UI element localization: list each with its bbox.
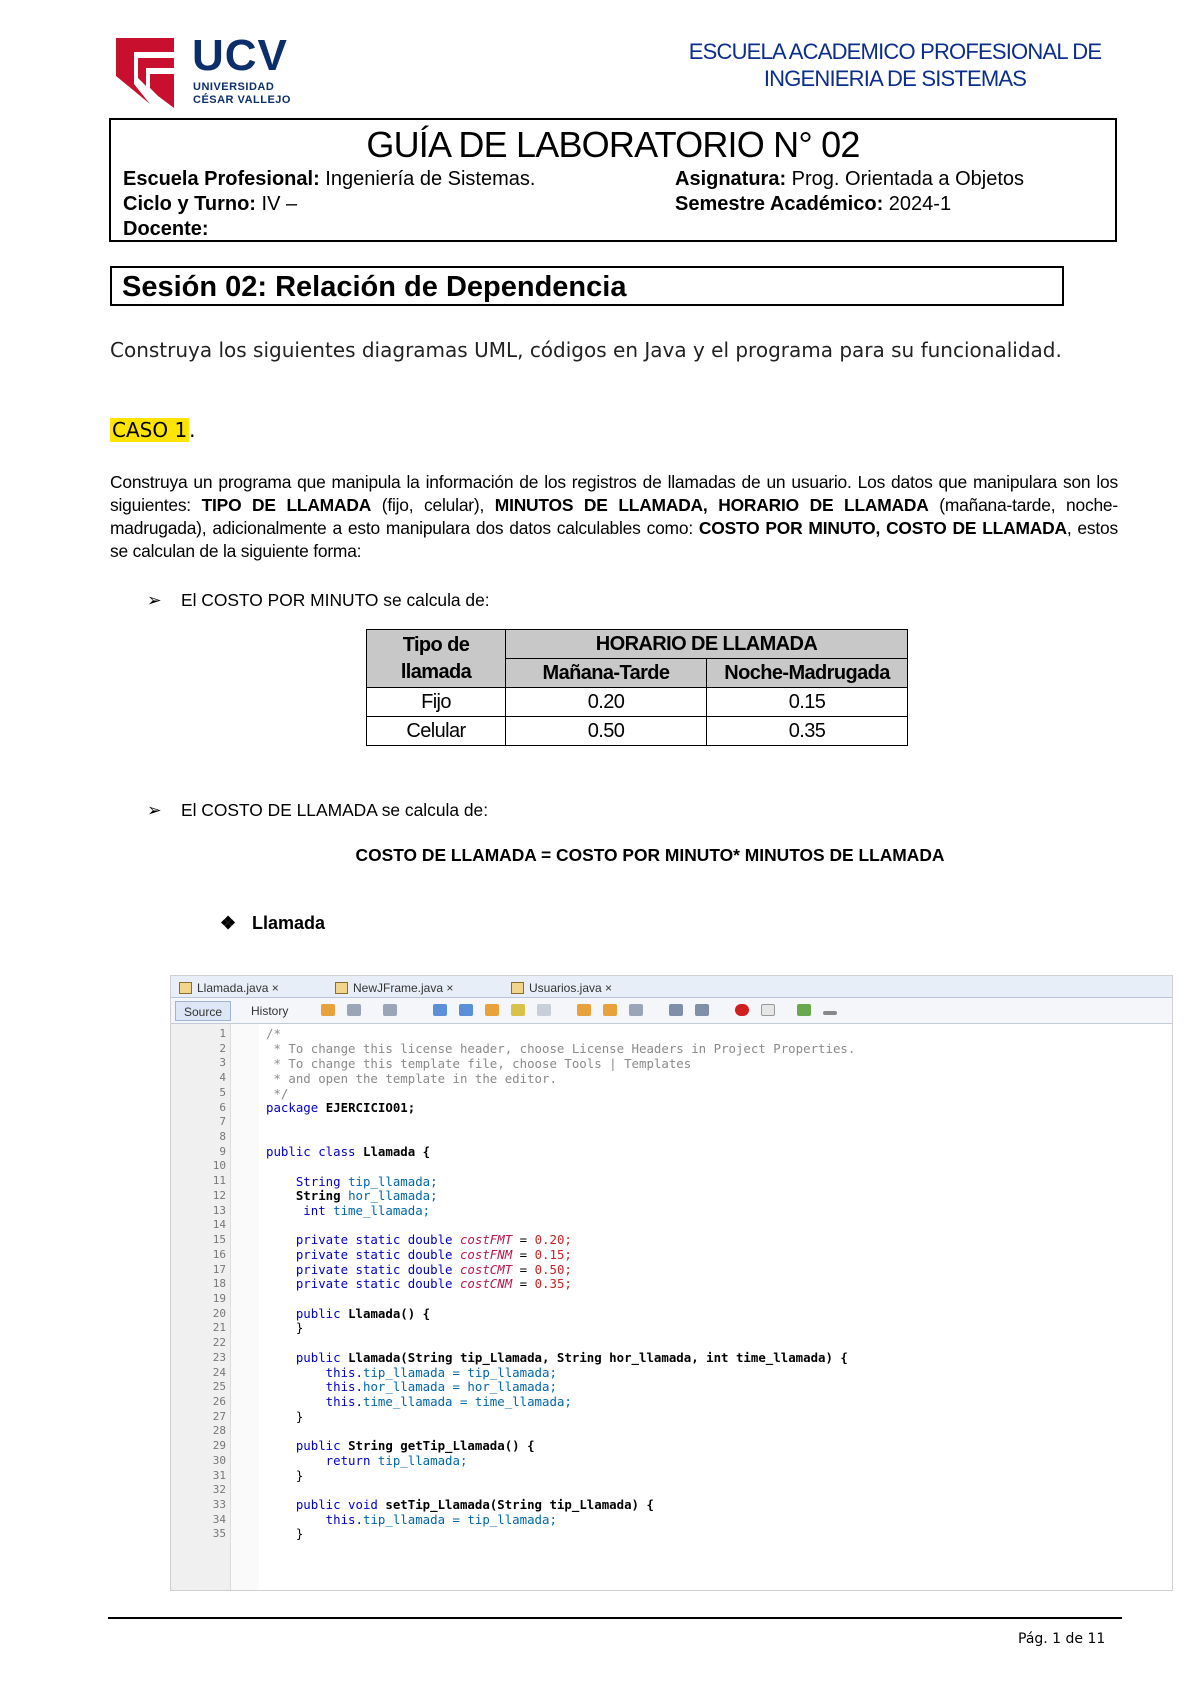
- code-line: }: [266, 1526, 304, 1541]
- prev-bookmark-icon: [577, 1004, 591, 1016]
- table-cell-type: Celular: [367, 717, 506, 746]
- editor-toolbar: [171, 998, 1172, 1024]
- code-line: */: [266, 1086, 289, 1101]
- rect-select-icon: [537, 1004, 551, 1016]
- find-next-icon: [485, 1004, 499, 1016]
- tab-llamada: [175, 978, 279, 998]
- code-line: [266, 1438, 535, 1454]
- operator: =: [512, 1232, 535, 1247]
- tab-label: Usuarios.java ×: [529, 981, 613, 995]
- semestre-field: [675, 192, 951, 217]
- keyword: int: [266, 1203, 334, 1218]
- line-number: 5: [219, 1085, 226, 1099]
- field: tip_llamada = tip_llamada;: [362, 1365, 557, 1380]
- bullet-text: El COSTO DE LLAMADA se calcula de:: [181, 800, 489, 820]
- asignatura-field: [675, 167, 1024, 192]
- line-number: 23: [212, 1350, 226, 1364]
- cost-formula: COSTO DE LLAMADA = COSTO POR MINUTO* MINUTOS DE LLAMADA: [355, 845, 945, 865]
- keyword: public: [266, 1306, 349, 1321]
- keyword: this.: [266, 1379, 363, 1394]
- identifier: EJERCICIO01;: [325, 1100, 416, 1115]
- arrow-bullet-icon: ➢: [147, 590, 162, 610]
- case-dot: .: [189, 418, 196, 442]
- line-number: 22: [212, 1336, 226, 1350]
- line-number: 26: [212, 1395, 226, 1408]
- llamada-heading-text: Llamada: [252, 913, 326, 933]
- line-number: 8: [219, 1130, 226, 1144]
- line-number: 13: [212, 1203, 226, 1217]
- operator: =: [512, 1247, 535, 1262]
- logo-subtitle-1: UNIVERSIDAD: [193, 81, 275, 93]
- code-line: * To change this license header, choose License Headers in Project Properties.: [266, 1041, 856, 1056]
- code-line: [266, 1188, 438, 1204]
- identifier: String getTip_Llamada() {: [348, 1438, 535, 1453]
- static-field: costCMT: [459, 1262, 513, 1277]
- session-box: [110, 266, 1064, 306]
- line-number: 32: [212, 1483, 226, 1497]
- line-number: 1: [219, 1027, 226, 1040]
- comment-icon: [797, 1004, 811, 1016]
- line-number: 29: [212, 1439, 226, 1453]
- operator: =: [512, 1262, 535, 1277]
- desc-text-4: , estos se calculan de la siguiente forma:: [110, 518, 1118, 561]
- semestre-value: 2024-1: [883, 193, 952, 215]
- bullet-text: El COSTO POR MINUTO se calcula de:: [181, 590, 490, 610]
- line-number: 19: [212, 1291, 226, 1305]
- code-line: * and open the template in the editor.: [266, 1071, 557, 1086]
- shift-right-icon: [695, 1004, 709, 1016]
- page-number: Pág. 1 de 11: [1018, 1631, 1106, 1647]
- field: time_llamada = time_llamada;: [362, 1394, 572, 1409]
- line-number: 28: [212, 1424, 226, 1438]
- desc-text-3: (mañana-tarde, noche-madrugada), adicionalmente a esto manipulara dos datos calculables como:: [110, 495, 1118, 538]
- code-line: [266, 1203, 430, 1219]
- bullet-call-cost: [147, 800, 488, 821]
- keyword: public: [266, 1438, 349, 1453]
- table-header-morning: Mañana-Tarde: [506, 659, 707, 688]
- school-line-1: ESCUELA ACADEMICO PROFESIONAL DE: [688, 39, 1102, 64]
- keyword: private static double: [266, 1262, 460, 1277]
- line-number: 21: [212, 1321, 226, 1335]
- keyword: String: [266, 1174, 349, 1189]
- code-line: [266, 1100, 415, 1116]
- asignatura-value: Prog. Orientada a Objetos: [786, 168, 1025, 190]
- code-line: }: [266, 1320, 304, 1335]
- code-line: [266, 1232, 572, 1248]
- stop-macro-icon: [761, 1004, 775, 1016]
- desc-text-1: Construya un programa que manipula la información de los registros de llamadas de un usuario. Los datos que manipulara son los siguientes:: [110, 472, 1118, 515]
- table-cell-mt: 0.20: [506, 688, 707, 717]
- session-title: Sesión 02: Relación de Dependencia: [122, 271, 627, 303]
- number: 0.15;: [534, 1247, 572, 1262]
- table-header-type: [367, 630, 506, 688]
- field: tip_llamada;: [377, 1453, 468, 1468]
- field: hor_llamada = hor_llamada;: [362, 1379, 557, 1394]
- logo-text: UCV: [192, 31, 288, 80]
- table-row: [367, 688, 908, 717]
- code-line: }: [266, 1468, 304, 1483]
- line-number: 15: [212, 1233, 226, 1247]
- line-number: 25: [212, 1380, 226, 1394]
- ciclo-value: IV –: [255, 193, 298, 215]
- java-file-icon: [511, 982, 524, 994]
- guide-header-box: [109, 118, 1117, 242]
- tab-usuarios: [507, 978, 612, 998]
- table-cell-nm: 0.15: [707, 688, 908, 717]
- line-number: 12: [212, 1188, 226, 1202]
- field: time_llamada;: [333, 1203, 431, 1218]
- number: 0.35;: [534, 1276, 572, 1291]
- keyword: this.: [266, 1512, 363, 1527]
- escuela-label: Escuela Profesional:: [123, 168, 320, 190]
- table-cell-nm: 0.35: [707, 717, 908, 746]
- static-field: costFNM: [459, 1247, 513, 1262]
- desc-text-2: (fijo, celular),: [371, 495, 495, 515]
- semestre-label: Semestre Académico:: [675, 193, 884, 215]
- identifier: Llamada {: [362, 1144, 431, 1159]
- next-bookmark-icon: [603, 1004, 617, 1016]
- code-line: [266, 1394, 572, 1410]
- field: tip_llamada = tip_llamada;: [362, 1512, 557, 1527]
- line-number: 30: [212, 1453, 226, 1467]
- code-line: [266, 1276, 572, 1292]
- asignatura-label: Asignatura:: [675, 168, 787, 190]
- line-number: 35: [212, 1527, 226, 1541]
- find-icon: [433, 1004, 447, 1016]
- line-number: 20: [212, 1306, 226, 1320]
- forward-icon: [347, 1004, 361, 1016]
- identifier: Llamada() {: [348, 1306, 431, 1321]
- line-number: 11: [212, 1174, 226, 1188]
- keyword: private static double: [266, 1276, 460, 1291]
- keyword: package: [266, 1100, 326, 1115]
- code-line: [266, 1144, 430, 1160]
- line-number: 6: [219, 1100, 226, 1114]
- uncomment-icon: [823, 1011, 837, 1015]
- static-field: costFMT: [459, 1232, 513, 1247]
- table-cell-type: Fijo: [367, 688, 506, 717]
- desc-bold-2: MINUTOS DE LLAMADA, HORARIO DE LLAMADA: [494, 495, 929, 515]
- code-line: * To change this template file, choose Tools | Templates: [266, 1056, 692, 1071]
- fold-margin: [231, 1024, 259, 1590]
- table-header-night: Noche-Madrugada: [707, 659, 908, 688]
- school-name: [660, 38, 1130, 92]
- code-line: [266, 1247, 572, 1263]
- table-cell-mt: 0.50: [506, 717, 707, 746]
- back-icon: [321, 1004, 335, 1016]
- line-number: 34: [212, 1512, 226, 1526]
- code-area: [266, 1024, 1172, 1590]
- tab-label: Llamada.java ×: [197, 981, 279, 995]
- editor-tab-bar: [171, 976, 1172, 998]
- record-macro-icon: [735, 1004, 749, 1016]
- code-line: [266, 1497, 654, 1513]
- keyword: public: [266, 1350, 349, 1365]
- type-header-line-1: Tipo de: [402, 633, 470, 656]
- keyword: public class: [266, 1144, 363, 1159]
- code-line: [266, 1379, 557, 1395]
- diamond-bullet-icon: ❖: [220, 913, 237, 933]
- line-number: 2: [219, 1041, 226, 1055]
- docente-label: Docente:: [123, 218, 209, 240]
- type-header-line-2: llamada: [400, 660, 472, 683]
- static-field: costCNM: [459, 1276, 513, 1291]
- case-description: [110, 471, 1118, 563]
- code-line: [266, 1512, 557, 1528]
- keyword: private static double: [266, 1232, 460, 1247]
- field: tip_llamada;: [348, 1174, 438, 1189]
- line-number: 3: [219, 1056, 226, 1070]
- identifier: Llamada(String tip_Llamada, String hor_llamada, int time_llamada) {: [348, 1350, 848, 1365]
- bullet-cost-per-minute: [147, 590, 490, 611]
- number: 0.20;: [534, 1232, 572, 1247]
- desc-bold-1: TIPO DE LLAMADA: [201, 495, 372, 515]
- ciclo-field: [123, 192, 297, 217]
- find-prev-icon: [459, 1004, 473, 1016]
- history-icon: [383, 1004, 397, 1016]
- arrow-bullet-icon: ➢: [147, 800, 162, 820]
- line-number: 24: [212, 1365, 226, 1379]
- shift-left-icon: [669, 1004, 683, 1016]
- field: hor_llamada;: [348, 1188, 438, 1203]
- toggle-highlight-icon: [511, 1004, 525, 1016]
- line-number: 31: [212, 1468, 226, 1482]
- line-number: 27: [212, 1409, 226, 1423]
- code-line: /*: [266, 1026, 281, 1041]
- llamada-heading: [220, 913, 325, 934]
- line-number: 16: [212, 1247, 226, 1261]
- tab-newjframe: [331, 978, 453, 998]
- keyword: public void: [266, 1497, 386, 1512]
- line-number: 7: [219, 1115, 226, 1129]
- source-tab: Source: [175, 1001, 231, 1021]
- code-line: [266, 1453, 467, 1469]
- escuela-value: Ingeniería de Sistemas.: [319, 168, 536, 190]
- history-tab: History: [251, 1004, 289, 1018]
- java-file-icon: [179, 982, 192, 994]
- table-row: [367, 717, 908, 746]
- case-label: [110, 418, 196, 442]
- intro-text: Construya los siguientes diagramas UML, códigos en Java y el programa para su funcionalidad.: [110, 338, 1062, 362]
- keyword: this.: [266, 1394, 363, 1409]
- ucv-logo: [114, 31, 294, 108]
- guide-title: GUÍA DE LABORATORIO N° 02: [366, 124, 860, 165]
- footer-divider: [108, 1617, 1122, 1619]
- tab-label: NewJFrame.java ×: [353, 981, 454, 995]
- docente-field: [123, 217, 209, 242]
- operator: =: [512, 1276, 535, 1291]
- logo-subtitle-2: CÉSAR VALLEJO: [193, 94, 291, 106]
- line-number: 10: [212, 1159, 226, 1173]
- identifier: setTip_Llamada(String tip_Llamada) {: [385, 1497, 654, 1512]
- keyword: String: [266, 1188, 349, 1203]
- cost-per-minute-table: [366, 629, 908, 746]
- ide-screenshot: [170, 975, 1173, 1591]
- line-number: 14: [212, 1218, 226, 1232]
- keyword: private static double: [266, 1247, 460, 1262]
- line-number: 33: [212, 1498, 226, 1512]
- keyword: return: [266, 1453, 378, 1468]
- number: 0.50;: [534, 1262, 572, 1277]
- case-highlight: CASO 1: [112, 418, 188, 442]
- desc-bold-3: COSTO POR MINUTO, COSTO DE LLAMADA: [698, 518, 1067, 538]
- java-file-icon: [335, 982, 348, 994]
- ucv-shield-icon: [114, 34, 176, 108]
- escuela-field: [123, 167, 535, 192]
- line-number: 18: [212, 1277, 226, 1291]
- line-number: 17: [212, 1262, 226, 1276]
- line-number: 9: [219, 1144, 226, 1158]
- keyword: this.: [266, 1365, 363, 1380]
- toggle-bookmark-icon: [629, 1004, 643, 1016]
- line-number: 4: [219, 1071, 226, 1085]
- ciclo-label: Ciclo y Turno:: [123, 193, 256, 215]
- school-line-2: INGENIERIA DE SISTEMAS: [763, 66, 1027, 91]
- code-line: }: [266, 1409, 304, 1424]
- table-header-group: HORARIO DE LLAMADA: [506, 630, 908, 659]
- code-line: [266, 1350, 848, 1366]
